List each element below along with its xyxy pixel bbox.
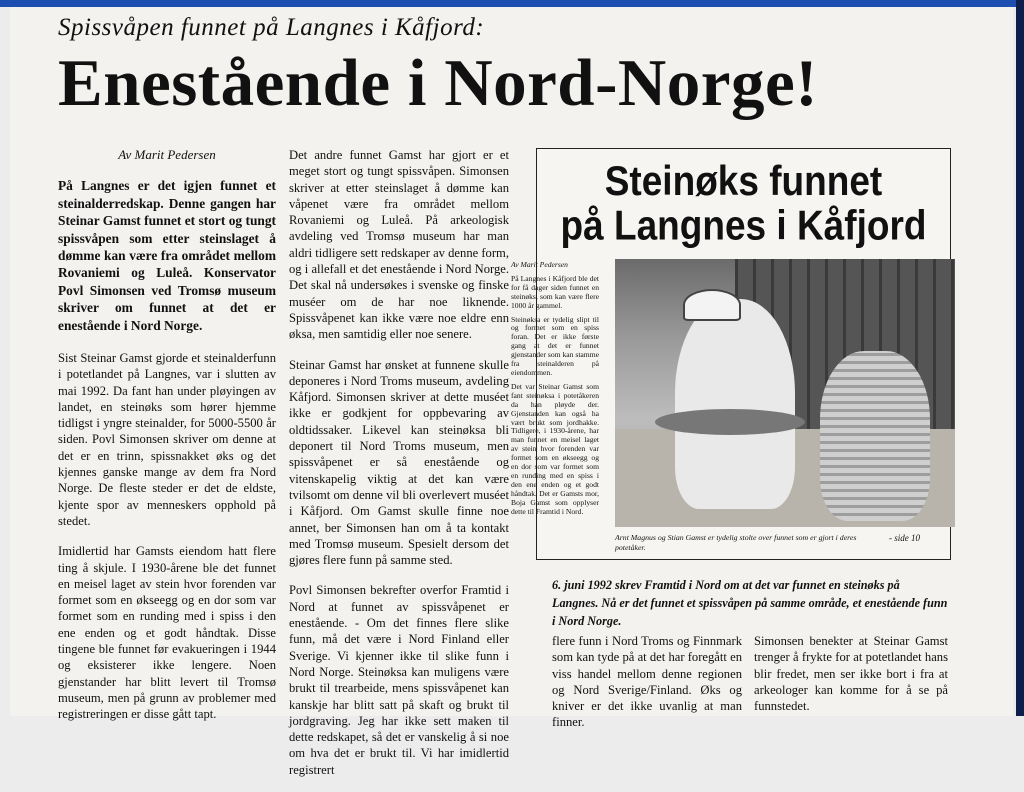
box-paragraph: Det var Steinar Gamst som fant steinøksa i potetåkeren da han pløyde der. Gjenstanden kan også ha vært brukt som jordhakke. Tidligere, i 1930-årene, har man funnet en meisel laget av stein hvor forenden var formet som en økseegg og en dor som var formet som en runding med en spiss i den ene enden og et godt håndtak. Det er Gamsts mor, Boja Gamst som opplyser dette til Framtid i Nord.: [511, 381, 599, 516]
photo-two-boys-with-stone-axe: [615, 259, 955, 527]
photo-stone-axe: [655, 409, 805, 435]
box-title: [537, 159, 950, 249]
paragraph: Det andre funnet Gamst har gjort er et meget stort og tungt spissvåpen. Simonsen skriver at etter steinslaget å dømme kan våpenet være fra området mellom Rovaniemi og Luleå. På arkeologisk avdeling ved Tromsø museum har man aldri tidligere sett redskaper av denne form, og i allefall et det enestående i Nord Norge. Det skal nå undersøkes i svenske og finske muséer om de har noe liknende. Spissvåpenet kan ikke være noe eldre enn øksa, men samtidig eller noe senere.: [289, 148, 509, 342]
box-summary-note: 6. juni 1992 skrev Framtid i Nord om at det var funnet en steinøks på Langnes. Nå er det funnet et spissvåpen på samme område, et enestående funn i Nord Norge.: [552, 578, 948, 628]
box-paragraph: På Langnes i Kåfjord ble det for få dager siden funnet en steinøks, som kan være flere 1000 år gammel.: [511, 273, 599, 310]
top-color-band: [0, 0, 1024, 7]
related-article-box: [511, 148, 951, 560]
paragraph: Povl Simonsen bekrefter overfor Framtid i Nord at funnet av spissvåpenet er enestående. - Om det finnes flere slike funn, må det være i Nord Finland eller Sverige. Vi kjenner ikke til slike funn i Nord Norge. Steinøksa kan muligens være brukt til trearbeide, mens spissvåpenet kan kanskje har blitt satt på skaft og brukt til jordgraving. Jeg har ikke sett maken til dette redskapet, så det er vanskelig å si noe om hva det er brukt til. Vi har imidlertid registrert: [289, 583, 509, 777]
headline: Enestående i Nord-Norge!: [58, 46, 819, 120]
photo-caption: Arnt Magnus og Stian Gamst er tydelig stolte over funnet som er gjort i deres potetåker.: [615, 533, 857, 552]
paragraph: Simonsen benekter at Steinar Gamst trenger å frykte for at potetlandet hans blir fredet, men ser ikke bort i fra at arkeologer kan komme for å se på funnstedet.: [754, 634, 948, 714]
page-reference: - side 10: [889, 533, 920, 543]
column-2: [289, 147, 509, 792]
column-1: [58, 147, 276, 736]
column-3: [552, 633, 742, 731]
lead-paragraph: På Langnes er det igjen funnet et steinalderredskap. Denne gangen har Steinar Gamst funnet et stort og tungt spissvåpen som etter steinslaget å dømme kan være fra området mellom Rovaniemi og Luleå. Konservator Povl Simonsen ved Tromsø museum skriver om funnet at det er enestående i Nord Norge.: [58, 178, 276, 333]
box-title-line: Steinøks funnet: [604, 157, 883, 204]
photo-cap: [683, 289, 741, 321]
byline: Av Marit Pedersen: [118, 147, 216, 162]
box-title-line: på Langnes i Kåfjord: [560, 202, 927, 249]
photo-boy-with-cap: [675, 299, 795, 509]
paragraph: Sist Steinar Gamst gjorde et steinalderfunn i potetlandet på Langnes, var i slutten av mai 1992. Da fant han under pløyingen av landet, en steinøks som hører hjemme tidligst i yngre steinalder, for 5000-5500 år siden. Povl Simonsen skriver om denne at det er en trinn, spissnakket øks og det kjennes ganske mange av dem fra Nord Norge. De fleste steder er det de eldste, kjente spor av menneskers opphold på stedet.: [58, 350, 276, 528]
column-4: [754, 633, 948, 714]
paragraph: Steinar Gamst har ønsket at funnene skulle deponeres i Nord Troms museum, avdeling Kåfjord. Simonsen skriver at dette muséet ikke er godkjent for oppbevaring av oldtidssaker. Likevel kan steinøksa bli deponert til Nord Troms museum, men spissvåpenet er så enestående og vitenskapelig viktig at det kan være tvilsomt om denne vil bli overlevert muséet i Kåfjord. Om Gamst skulle finne noe annet, ber Simonsen han om å ta kontakt med Tromsø museum. Spesielt dersom det gjøres flere funn på samme sted.: [289, 357, 509, 568]
box-text-column: [511, 261, 599, 521]
right-edge-band: [1016, 0, 1024, 716]
box-paragraph: Steinøksa er tydelig slipt til og formet som en spiss foran. Det er ikke første gang at det er funnet gjenstander som kan stamme fra steinalderen på eiendommen.: [511, 314, 599, 377]
paragraph: Imidlertid har Gamsts eiendom hatt flere ting å skjule. I 1930-årene ble det funnet en meisel laget av stein hvor forenden var formet som en økseegg og en dor som var formet som en runding med i spiss i den ene enden og et godt håndtak. Disse tingene ble funnet før evakueringen i 1944 og eksisterer ikke lengere. Noen gjenstander har blitt levert til Tromsø museum, men på grunn av problemer med registreringen er disse gått tapt.: [58, 544, 276, 722]
paragraph: flere funn i Nord Troms og Finnmark som kan tyde på at det har foregått en viss handel mellom denne regionen og Nord Sverige/Finland. Øks og kniver er det ikke uvanlig at man finner.: [552, 634, 742, 730]
box-byline: Av Marit Pedersen: [511, 260, 568, 269]
kicker: Spissvåpen funnet på Langnes i Kåfjord:: [58, 14, 485, 41]
photo-small-boy: [820, 351, 930, 521]
